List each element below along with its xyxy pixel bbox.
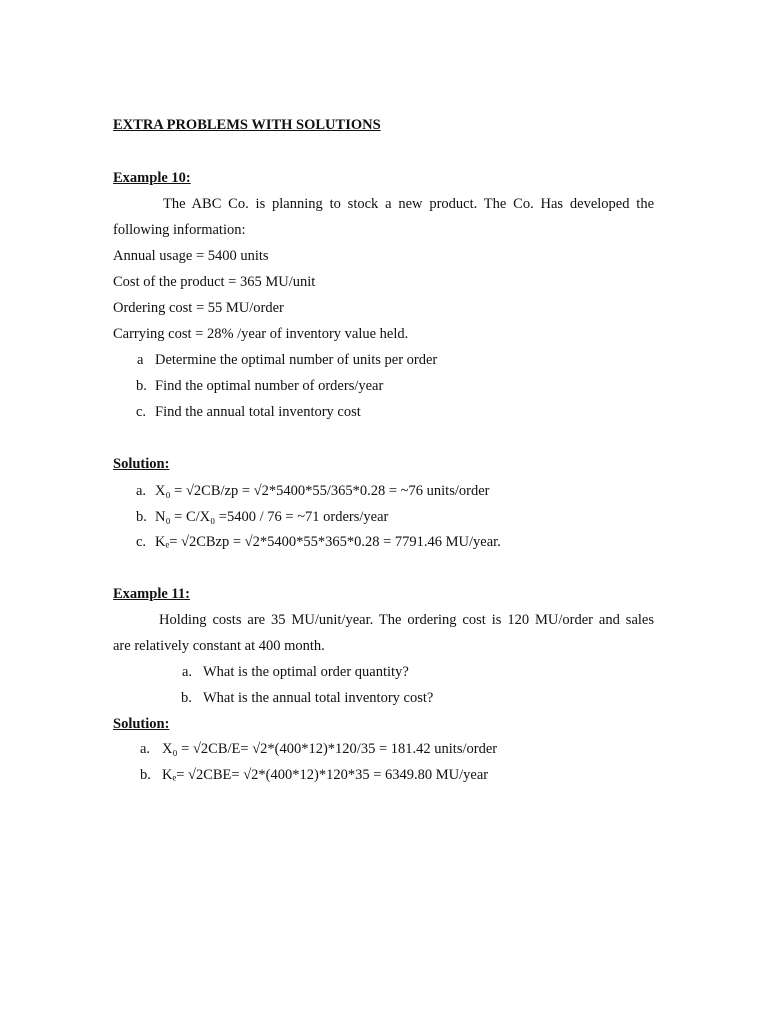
solution-10-a-text: X₀ = √2CB/zp = √2*5400*55/365*0.28 = ~76 units/order [155,483,490,499]
solution-11-a-marker: a. [140,741,151,757]
question-11-b-marker: b. [181,690,192,706]
solution-10-heading: Solution: [113,456,170,472]
fact-product-cost: Cost of the product = 365 MU/unit [113,274,316,290]
question-a-marker: a [137,352,144,368]
question-11-a-marker: a. [182,664,193,680]
question-b-text: Find the optimal number of orders/year [155,378,384,394]
solution-10-c-marker: c. [136,534,147,550]
question-11-b-text: What is the annual total inventory cost? [203,690,434,706]
solution-10-a-marker: a. [136,483,147,499]
solution-11-b-marker: b. [140,767,151,783]
example-11-intro-line-2: are relatively constant at 400 month. [113,638,325,654]
question-c-marker: c. [136,404,147,420]
example-10-intro-line-2: following information: [113,222,246,238]
example-11-heading: Example 11: [113,586,190,602]
solution-10-b-text: N₀ = C/X₀ =5400 / 76 = ~71 orders/year [155,509,389,525]
question-b-marker: b. [136,378,147,394]
fact-annual-usage: Annual usage = 5400 units [113,248,269,264]
solution-11-a-text: X₀ = √2CB/E= √2*(400*12)*120/35 = 181.42 units/order [162,741,498,757]
question-a-text: Determine the optimal number of units per order [155,352,438,368]
example-11-intro-line-1: Holding costs are 35 MU/unit/year. The ordering cost is 120 MU/order and sales [159,612,654,628]
question-c-text: Find the annual total inventory cost [155,404,361,420]
fact-ordering-cost: Ordering cost = 55 MU/order [113,300,284,316]
solution-11-heading: Solution: [113,716,170,732]
solution-11-b-text: Kₑ= √2CBE= √2*(400*12)*120*35 = 6349.80 MU/year [162,767,489,783]
example-10-intro-line-1: The ABC Co. is planning to stock a new product. The Co. Has developed the [163,196,654,212]
question-11-a-text: What is the optimal order quantity? [203,664,409,680]
solution-10-b-marker: b. [136,509,147,525]
document-title: EXTRA PROBLEMS WITH SOLUTIONS [113,117,381,133]
fact-carrying-cost: Carrying cost = 28% /year of inventory value held. [113,326,409,342]
solution-10-c-text: Kₑ= √2CBzp = √2*5400*55*365*0.28 = 7791.46 MU/year. [155,534,501,550]
example-10-heading: Example 10: [113,170,191,186]
